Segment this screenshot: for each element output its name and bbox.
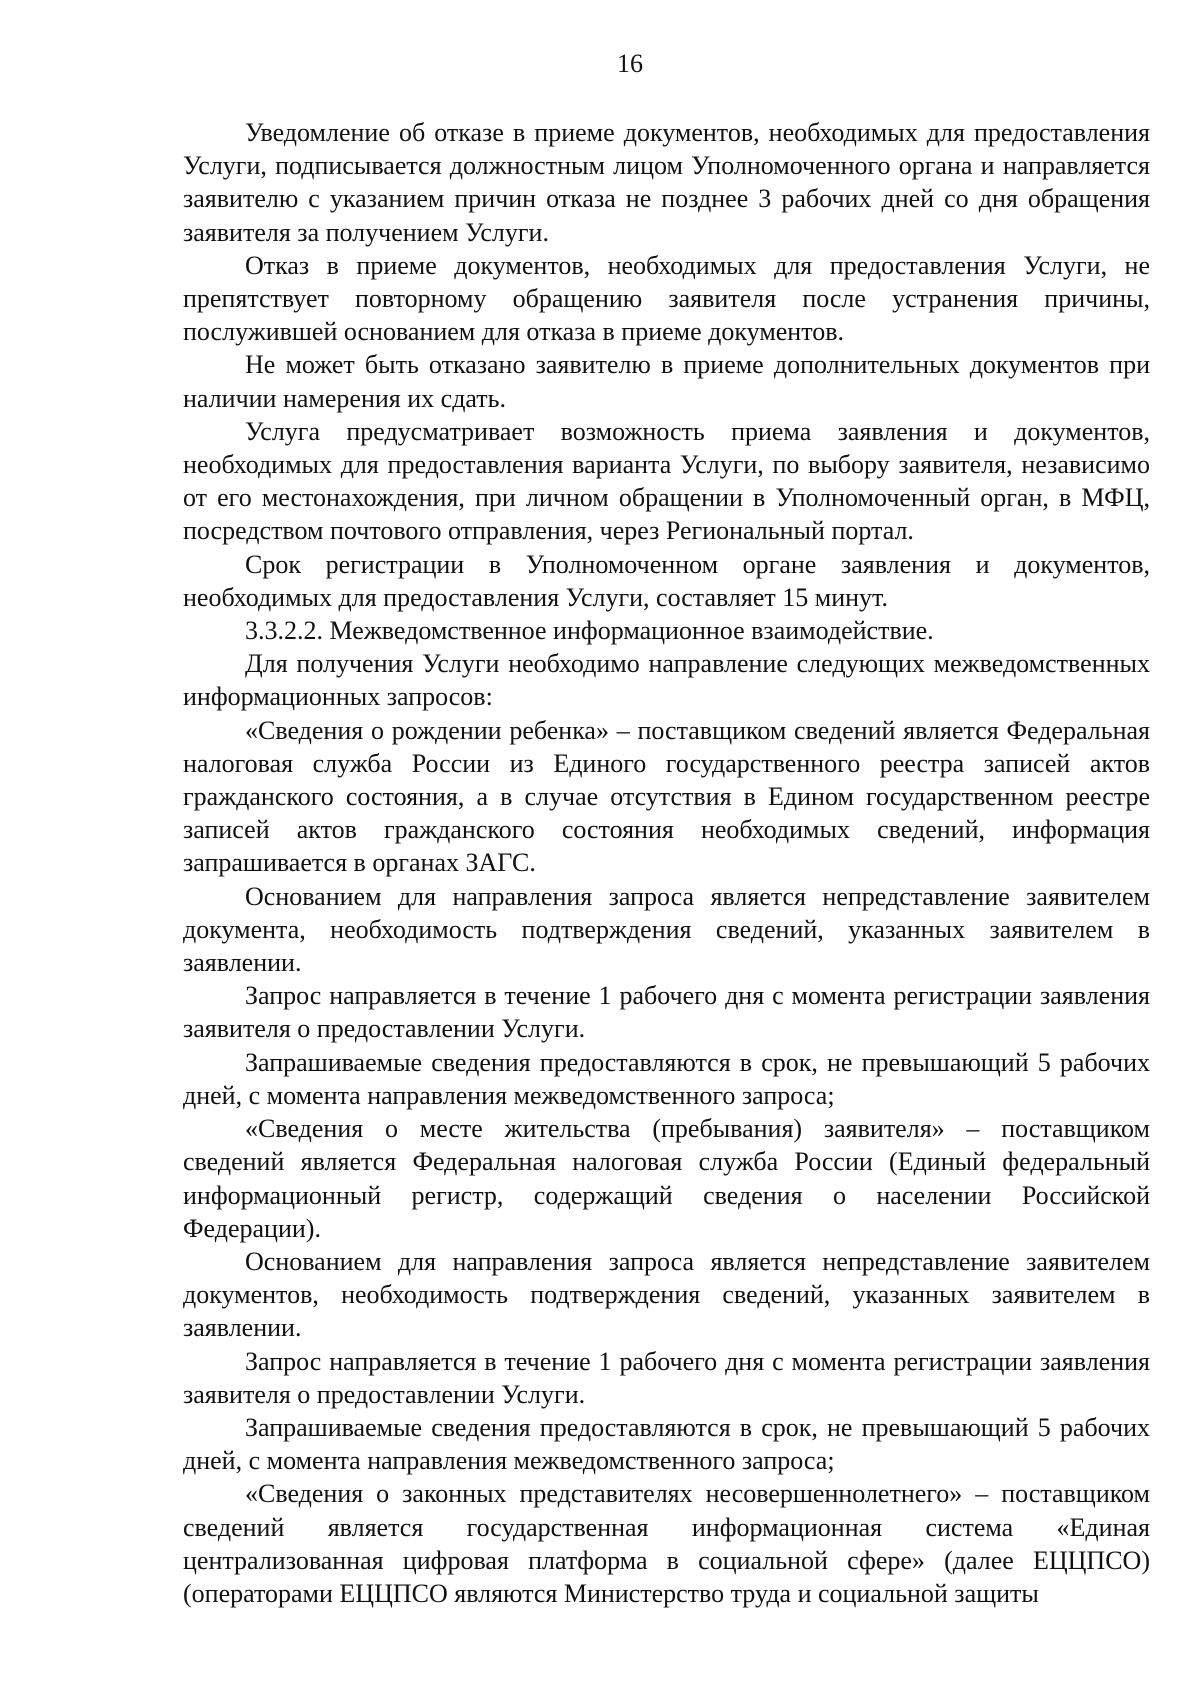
paragraph: Не может быть отказано заявителю в приеме дополнительных документов при наличии намерения их сдать.	[183, 350, 1150, 413]
paragraph: Основанием для направления запроса является непредставление заявителем документа, необходимость подтверждения сведений, указанных заявителем в заявлении.	[183, 881, 1150, 978]
paragraph: Запрос направляется в течение 1 рабочего дня с момента регистрации заявления заявителя о предоставлении Услуги.	[183, 1346, 1150, 1409]
paragraph: Услуга предусматривает возможность приема заявления и документов, необходимых для предоставления варианта Услуги, по выбору заявителя, независимо от его местонахождения, при личном обращении в Уполномоченный орган, в МФЦ, посредством почтового отправления, через Региональный портал.	[183, 416, 1150, 546]
paragraph: «Сведения о месте жительства (пребывания) заявителя» – поставщиком сведений является Федеральная налоговая служба России (Единый федеральный информационный регистр, содержащий сведения о населении Российской Федерации).	[183, 1114, 1150, 1243]
paragraph: «Сведения о рождении ребенка» – поставщиком сведений является Федеральная налоговая служба России из Единого государственного реестра записей актов гражданского состояния, а в случае отсутствия в Едином государственном реестре записей актов гражданского состояния необходимых сведений, информация запрашивается в органах ЗАГС.	[183, 715, 1150, 878]
paragraph: «Сведения о законных представителях несовершеннолетнего» – поставщиком сведений является государственная информационная система «Единая централизованная цифровая платформа в социальной сфере» (далее ЕЦЦПСО) (операторами ЕЦЦПСО являются Министерство труда и социальной защиты	[183, 1479, 1150, 1608]
paragraph: Запрос направляется в течение 1 рабочего дня с момента регистрации заявления заявителя о предоставлении Услуги.	[183, 981, 1150, 1044]
paragraph: Срок регистрации в Уполномоченном органе заявления и документов, необходимых для предоставления Услуги, составляет 15 минут.	[183, 549, 1150, 612]
section-heading: 3.3.2.2. Межведомственное информационное взаимодействие.	[245, 616, 934, 646]
document-body	[183, 116, 1150, 1610]
paragraph: Уведомление об отказе в приеме документов, необходимых для предоставления Услуги, подписывается должностным лицом Уполномоченного органа и направляется заявителю с указанием причин отказа не позднее 3 рабочих дней со дня обращения заявителя за получением Услуги.	[183, 118, 1150, 247]
page-number: 16	[617, 49, 643, 78]
paragraph: Для получения Услуги необходимо направление следующих межведомственных информационных запросов:	[183, 649, 1150, 712]
paragraph: Отказ в приеме документов, необходимых для предоставления Услуги, не препятствует повторному обращению заявителя после устранения причины, послужившей основанием для отказа в приеме документов.	[183, 250, 1150, 347]
paragraph: Запрашиваемые сведения предоставляются в срок, не превышающий 5 рабочих дней, с момента направления межведомственного запроса;	[183, 1412, 1150, 1476]
paragraph: Запрашиваемые сведения предоставляются в срок, не превышающий 5 рабочих дней, с момента направления межведомственного запроса;	[183, 1047, 1150, 1110]
paragraph: Основанием для направления запроса является непредставление заявителем документов, необходимость подтверждения сведений, указанных заявителем в заявлении.	[183, 1246, 1150, 1343]
